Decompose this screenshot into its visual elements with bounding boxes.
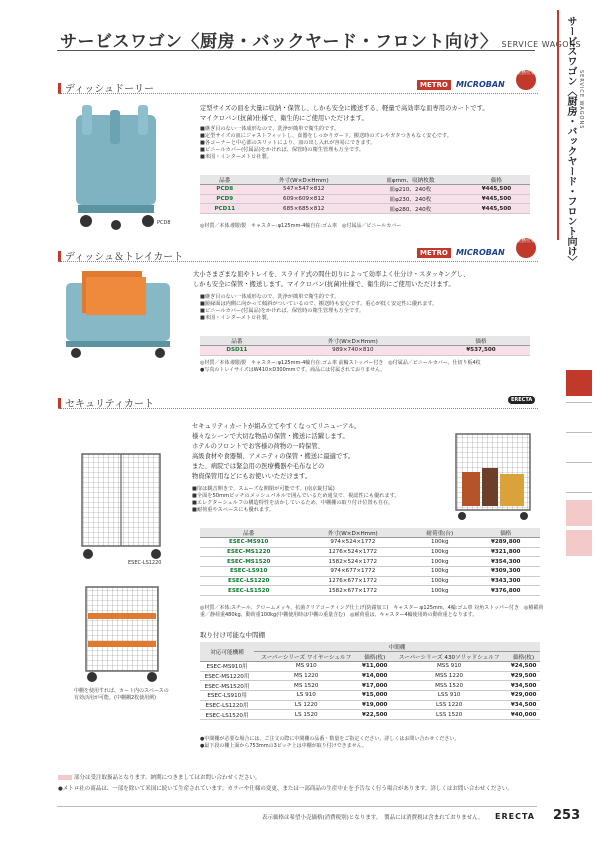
note: ◎材質／本体:樹脂製 キャスター:φ125mm-4輪自在:ゴム車 前輪ストッパー付き ◎付属品／ビニールカバー、仕切り板4枚 <box>200 360 481 366</box>
security-cart-table <box>200 528 540 596</box>
col-header: 外寸(W×D×Hmm) <box>250 175 358 185</box>
shelf-code: MS 1520 <box>254 681 358 691</box>
price: ¥445,500 <box>463 194 530 204</box>
bullet: ■鏡縁面は内側に向かって傾斜がついているので、搬送時も安心です。重心が低く安定性に優れます。 <box>200 301 438 307</box>
product-code: DSD11 <box>200 346 274 356</box>
security-cart-bullets <box>192 486 457 514</box>
table-header-row <box>200 528 540 538</box>
load-capacity: 100kg <box>408 538 471 548</box>
dish-dolly-note: ◎材質／本体:樹脂製 キャスター:φ125mm-4輪自在:ゴム車 ◎付属品／ビニールカバー <box>200 223 402 229</box>
price: ¥445,500 <box>463 204 530 214</box>
tray-cart-description <box>193 270 533 290</box>
table-header-row <box>200 642 540 652</box>
table-row <box>200 346 530 356</box>
side-title: サービスワゴン〈厨房・バックヤード・フロント向け〉 <box>565 16 576 266</box>
side-title-block <box>557 10 591 266</box>
description-line: 大小さまざまな皿やトレイを、スライド式の間仕切りによって効率よく仕分け・スタッキングし、 <box>193 271 470 278</box>
table-header-row <box>200 336 530 346</box>
col-header: 皿φmm、収納枚数 <box>358 175 463 185</box>
section-rule <box>58 261 538 262</box>
footer-rule <box>57 806 537 807</box>
col-header: 外寸(W×D×Hmm) <box>274 336 432 346</box>
bullet: ■米国・インターメトロ社製。 <box>200 154 272 160</box>
shelf-code: LSS 910 <box>391 691 507 701</box>
table-row <box>200 671 540 681</box>
capacity: 皿φ280、240枚 <box>358 204 463 214</box>
compatible-model: ESEC-LS1220用 <box>200 700 254 710</box>
shelf-code: MSS 910 <box>391 662 507 672</box>
compatible-model: ESEC-LS1520用 <box>200 710 254 720</box>
dolly-post <box>82 105 92 135</box>
load-capacity: 100kg <box>408 586 471 596</box>
col-header: 価格 <box>432 336 530 346</box>
bullet: ■全面を50mmピッチのメッシュパネルで囲んでいるため通気で、視認性にも優れます。 <box>192 493 400 499</box>
erecta-icon: ERECTA <box>508 396 535 404</box>
col-subheader: スーパーシリーズ ワイヤーシェルフ <box>254 652 358 662</box>
bullet: ■エレクターシェルフの構造特性を活かしているため、中棚棚の取り付け位置も自在。 <box>192 500 394 506</box>
dimensions: 1276×524×1772 <box>297 547 408 557</box>
index-divider <box>566 492 592 493</box>
shelf-code: MS 1220 <box>254 671 358 681</box>
table-row <box>200 547 540 557</box>
luggage <box>482 468 498 506</box>
table-header-row <box>200 175 530 185</box>
price: ¥29,500 <box>507 671 540 681</box>
tray-cart-bullets <box>200 294 530 322</box>
dimensions: 609×609×812 <box>250 194 358 204</box>
product-code: PCD11 <box>200 204 250 214</box>
caption-line: 中棚を使用すれば、カート内のスペースの <box>74 688 169 694</box>
dimensions: 1582×677×1772 <box>297 586 408 596</box>
spec-badge-text: 業務仕様 <box>516 70 537 76</box>
col-header: 耐荷重(台) <box>408 528 471 538</box>
table-row <box>200 681 540 691</box>
caster-wheel <box>520 512 528 520</box>
security-cart-heading-text: セキュリティカート <box>65 399 154 410</box>
price: ¥309,300 <box>471 567 540 577</box>
dimensions: 1276×677×1772 <box>297 576 408 586</box>
table-row <box>200 700 540 710</box>
index-divider <box>566 462 592 463</box>
col-header: 品番 <box>200 528 297 538</box>
price: ¥445,500 <box>463 185 530 195</box>
description-line: 物資保管用などにもお使いいただけます。 <box>192 473 312 480</box>
dimensions: 974×677×1772 <box>297 567 408 577</box>
description-line: 高級食材や食器類、アメニティの保管・搬送に最適です。 <box>192 453 355 460</box>
shelf-code: LSS 1220 <box>391 700 507 710</box>
title-rule <box>57 50 535 51</box>
dish-dolly-table <box>200 175 530 214</box>
microban-logo: MICROBAN <box>455 248 505 257</box>
metro-logo: METRO <box>417 248 451 258</box>
load-capacity: 100kg <box>408 576 471 586</box>
index-tab[interactable] <box>566 500 592 526</box>
dish-dolly-description <box>200 104 530 124</box>
erecta-logo: ERECTA <box>495 812 535 821</box>
caster-wheel <box>87 672 97 682</box>
compatible-model: ESEC-MS910用 <box>200 662 254 672</box>
footer-note-1 <box>58 773 260 781</box>
badge-row <box>417 72 505 91</box>
microban-logo: MICROBAN <box>455 80 505 89</box>
price: ¥15,000 <box>358 691 391 701</box>
col-header-group: 中間棚 <box>254 642 540 652</box>
tray-cart-notes <box>200 360 540 374</box>
security-cart-note: ◎材質／本体:スチール、クロームメッキ、抗菌クリアコーティング仕上げ(防錆加工) キャスター:φ125mm、4輪:ゴム車 対角ストッパー付き ◎積載荷重／静荷重480kg、動荷重100kg(中棚使用時は中棚の重量含む) ◎耐荷重は、キャスター4輪使用時の動荷重となります。 <box>200 605 544 618</box>
table-row <box>200 567 540 577</box>
caster-wheel <box>142 215 154 227</box>
index-tab[interactable] <box>566 530 592 556</box>
price: ¥354,300 <box>471 557 540 567</box>
col-header: 品番 <box>200 175 250 185</box>
section-rule <box>58 93 538 94</box>
load-capacity: 100kg <box>408 567 471 577</box>
price: ¥14,000 <box>358 671 391 681</box>
dimensions: 974×524×1772 <box>297 538 408 548</box>
caster-wheel <box>151 549 161 559</box>
table-row <box>200 576 540 586</box>
table-row <box>200 662 540 672</box>
badge-row <box>417 240 505 259</box>
dolly-post <box>110 110 120 144</box>
product-code: ESEC-MS1520 <box>200 557 297 567</box>
price: ¥376,800 <box>471 586 540 596</box>
price: ¥537,500 <box>432 346 530 356</box>
dolly-post <box>138 105 148 135</box>
security-cart-luggage-photo <box>452 432 538 522</box>
security-cart-photo <box>78 452 166 562</box>
price: ¥289,800 <box>471 538 540 548</box>
description-line: セキュリティカートが組み立てやすくなってリニューアル。 <box>192 423 361 430</box>
shelf-code: LS 910 <box>254 691 358 701</box>
dish-dolly-heading-text: ディッシュドーリー <box>65 84 154 95</box>
page-number: 253 <box>553 808 581 823</box>
compatible-model: ESEC-MS1520用 <box>200 681 254 691</box>
tray-cart-photo <box>62 265 177 360</box>
security-cart-caption: ESEC-LS1220 <box>128 560 162 566</box>
security-cart-shelf-photo <box>82 585 164 685</box>
col-subheader: 価格(枚) <box>358 652 391 662</box>
note: ●最下段の棚上面から753mmの3ピッチ上は中棚が取り付けできません。 <box>200 743 367 749</box>
bullet: ■耐荷重やスペースにも優れます。 <box>192 507 275 513</box>
col-header: 価格 <box>463 175 530 185</box>
page-title <box>60 27 581 52</box>
description-line: マイクロバン(抗菌)仕様で、衛生的にご使用いただけます。 <box>200 115 368 122</box>
footer-note-1-text: 部分は受注取扱品となります。納期につきましてはお問い合わせください。 <box>74 775 261 781</box>
compatible-model: ESEC-MS1220用 <box>200 671 254 681</box>
bullet: ■扉は観音開きで、スムーズな開閉が可能です。(南京錠付属) <box>192 486 335 492</box>
caster-wheel <box>80 215 92 227</box>
col-header: 価格 <box>471 528 540 538</box>
caster-wheel <box>155 348 165 358</box>
section-rule <box>58 408 538 409</box>
spec-badge <box>516 70 536 90</box>
product-code: PCD9 <box>200 194 250 204</box>
product-code: ESEC-MS910 <box>200 538 297 548</box>
dish-dolly-bullets <box>200 126 530 161</box>
product-code: ESEC-LS1220 <box>200 576 297 586</box>
capacity: 皿φ210、240枚 <box>358 185 463 195</box>
shelf-code: MS 910 <box>254 662 358 672</box>
product-code: ESEC-LS1520 <box>200 586 297 596</box>
col-subheader: スーパーシリーズ 430ソリッドシェルフ <box>391 652 507 662</box>
product-code: PCD8 <box>200 185 250 195</box>
footer-note-2: ●メトロ社の商品は、一部を除いて米国に続いて生産されています。カラーや仕様の変更、または一部商品の生産中止を予告なく行う場合があります。詳しくはお問い合わせください。 <box>58 786 513 792</box>
caster-wheel <box>71 348 81 358</box>
side-title-en: SERVICE WAGONS <box>578 70 584 130</box>
caster-wheel <box>111 220 121 230</box>
shelf-code: MSS 1520 <box>391 681 507 691</box>
bullet: ■継ぎ目のない一体成形なので、洗浄が簡単で衛生的です。 <box>200 126 340 132</box>
shelf-table-title: 取り付け可能な中間棚 <box>200 631 265 639</box>
security-cart-description <box>192 422 452 482</box>
dimensions: 989×740×810 <box>274 346 432 356</box>
bullet: ■継ぎ目のない一体成形なので、洗浄が簡単で衛生的です。 <box>200 294 340 300</box>
bullet: ■定型サイズの皿にジャストフィットし、食器をしっかりガード。搬送時のズレやガタつきもなく安心です。 <box>200 133 452 139</box>
cart-base <box>66 341 170 347</box>
shelf-code: LS 1520 <box>254 710 358 720</box>
caster-wheel <box>83 549 93 559</box>
description-line: ホテルのフロントでお客様の荷物の一時保管、 <box>192 443 324 450</box>
price: ¥11,000 <box>358 662 391 672</box>
shelf-notes <box>200 736 540 750</box>
table-row <box>200 710 540 720</box>
description-line: しかも安全に保管・搬送します。マイクロバン(抗菌)仕様で、衛生的にご使用いただけます。 <box>193 281 455 288</box>
spec-badge <box>516 238 536 258</box>
shelf-code: LSS 1520 <box>391 710 507 720</box>
price: ¥17,000 <box>358 681 391 691</box>
index-divider <box>566 432 592 433</box>
shelf-code: MSS 1220 <box>391 671 507 681</box>
dimensions: 547×547×812 <box>250 185 358 195</box>
compatible-model: ESEC-LS910用 <box>200 691 254 701</box>
bullet: ■米国・インターメトロ社製。 <box>200 315 272 321</box>
col-header: 外寸(W×D×Hmm) <box>297 528 408 538</box>
mesh-cage <box>86 587 158 671</box>
price: ¥343,300 <box>471 576 540 586</box>
note: ●写真のトレイサイズはW410×D300mmです。商品には付属されておりません。 <box>200 367 386 373</box>
description-line: 定型サイズの皿を大量に収納・保管し、しかも安全に搬送する、軽量で高効率な皿専用のカートです。 <box>200 105 489 112</box>
tray-cart-heading-text: ディッシュ＆トレイカート <box>65 252 184 263</box>
description-line: 様々なシーンで大切な物品の保管・搬送に活躍します。 <box>192 433 349 440</box>
table-row <box>200 586 540 596</box>
pink-swatch <box>58 775 72 780</box>
bullet: ■ビニールカバー(付属品)をかければ、保管時の衛生管理も万全です。 <box>200 147 365 153</box>
table-row <box>200 538 540 548</box>
table-row <box>200 557 540 567</box>
note: ●中間棚が必要な場合には、ご注文の際に中間棚の品番・数量をご指定ください。詳しくはお問い合わせください。 <box>200 736 460 742</box>
spec-badge-text: 業務仕様 <box>516 238 537 244</box>
product-code: ESEC-MS1220 <box>200 547 297 557</box>
middle-shelf <box>88 641 156 647</box>
caster-wheel <box>458 512 466 520</box>
tray-cart-table <box>200 336 530 356</box>
price: ¥321,800 <box>471 547 540 557</box>
capacity: 皿φ230、240枚 <box>358 194 463 204</box>
price: ¥19,000 <box>358 700 391 710</box>
dimensions: 685×685×812 <box>250 204 358 214</box>
description-line: また、病院では緊急用の医療機器や毛布などの <box>192 463 325 470</box>
tray-stack <box>86 277 146 315</box>
index-tab-active[interactable] <box>566 370 592 396</box>
caption-line: 有効活用が可能。(中棚棚2枚使用例) <box>74 695 157 701</box>
luggage <box>500 474 524 506</box>
luggage <box>462 472 480 506</box>
middle-shelf <box>88 613 156 619</box>
table-row <box>200 194 530 204</box>
load-capacity: 100kg <box>408 547 471 557</box>
shelf-table <box>200 642 540 720</box>
bullet: ■ビニールカバー(付属品)をかければ、保管時の衛生管理も万全です。 <box>200 308 365 314</box>
price: ¥34,500 <box>507 700 540 710</box>
page-title-text: サービスワゴン〈厨房・バックヤード・フロント向け〉 <box>60 32 498 52</box>
caster-wheel <box>147 672 157 682</box>
page-title-en: SERVICE WAGONS <box>501 40 582 49</box>
shelf-code: LS 1220 <box>254 700 358 710</box>
product-code: ESEC-LS910 <box>200 567 297 577</box>
footer-tax-note: 表示価格は希望小売価格(消費税別)となります。 製品には消費税は含まれておりません。 <box>262 815 484 821</box>
col-header: 対応可能機種 <box>200 642 254 662</box>
price: ¥34,500 <box>507 681 540 691</box>
index-divider <box>566 402 592 403</box>
price: ¥29,000 <box>507 691 540 701</box>
table-row <box>200 204 530 214</box>
price: ¥40,000 <box>507 710 540 720</box>
load-capacity: 100kg <box>408 557 471 567</box>
price: ¥22,500 <box>358 710 391 720</box>
col-header: 品番 <box>200 336 274 346</box>
bullet: ■各コーナーと中心部のスリットにより、皿の出し入れが容易にできます。 <box>200 140 376 146</box>
table-row <box>200 691 540 701</box>
dimensions: 1582×524×1772 <box>297 557 408 567</box>
dish-dolly-caption: PCD8 <box>157 220 171 226</box>
price: ¥24,500 <box>507 662 540 672</box>
metro-logo: METRO <box>417 80 451 90</box>
col-subheader: 価格(枚) <box>507 652 540 662</box>
table-row <box>200 185 530 195</box>
shelf-photo-caption <box>74 688 184 702</box>
dish-dolly-photo <box>68 105 168 233</box>
dolly-base <box>78 205 154 213</box>
